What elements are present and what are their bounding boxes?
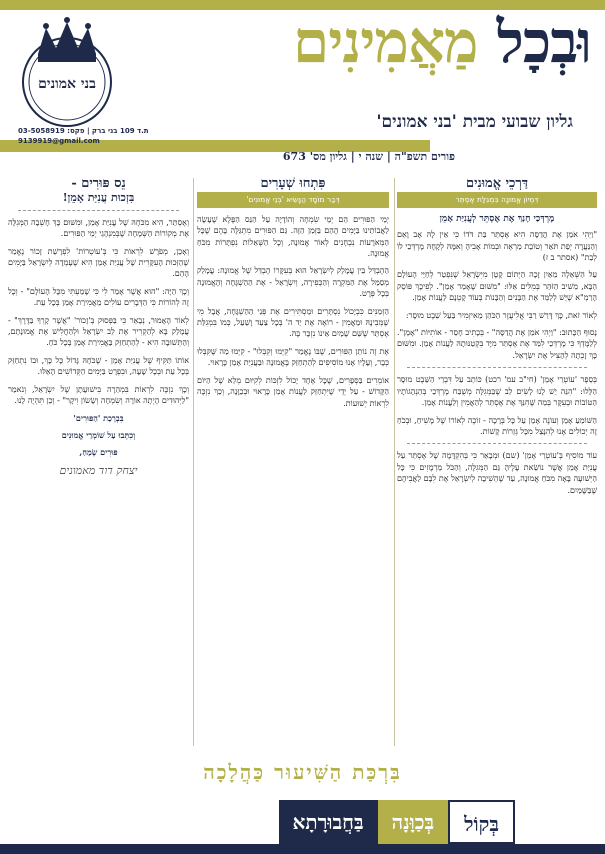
column-divider <box>193 178 194 746</box>
divider <box>407 367 587 368</box>
paragraph: נָסוּף הַכָּתוּב: "וַיְהִי אֹמֵן אֶת הֲדַסָּה" - בְּכָתִיב חָסֵר - אוֹתִיּוֹת "אָמֵן". לְלַמֶּדְךָ כִּי מָרְדְּכַי לִמֵּד אֶת אֶסְתֵּר מִיָּד בִּקְטַנּוּתָהּ לַעֲנוֹת אָמֵן. וּמִשּׁוּם כָּךְ זָכְתָה לְהַצִּיל אֶת יִשְׂרָאֵל. <box>397 328 597 360</box>
logo-text: בני אמונים <box>38 76 96 92</box>
paragraph: לְאוֹר זֹאת, כָּךְ דָּרַשׁ רַבִּי אֱלִיעֶזֶר הַכֹּהֵן מֵאִיזְמִיר בַּעַל שֵׁבֶט מוּסָר: <box>405 310 597 320</box>
paragraph: וְכָךְ נִזְכֶּה לִרְאוֹת בִּמְהֵרָה בִּישׁוּעָתָן שֶׁל יִשְׂרָאֵל, וְנֹאמַר "לַיְּהוּדִים הָיְתָה אוֹרָה וְשִׂמְחָה וְשָׂשׂוֹן וִיקָר" - וְכֵן תִּהְיֶה לָנוּ. <box>8 384 189 406</box>
paragraph: וְאָכֵן, מְפֹרָשׁ לִרְאוֹת כִּי בְּ'עוֹטְרוֹת' לִפְרָשַׁת זָכוֹר נֶאֱמַר שֶׁהַזְּכוּת הָעִקָּרִית שֶׁל עֲנִיַּת אָמֵן הִיא שֶׁעָמְדָה לְיִשְׂרָאֵל בַּיָּמִים הָהֵם. <box>8 246 189 279</box>
divider <box>18 210 179 211</box>
column-divider <box>394 178 395 746</box>
crown-logo <box>8 14 126 132</box>
right-column-banner: דִּמְיוֹן אֱמוּנָה בִּמְגִלַּת אֶסְתֵּר <box>397 192 597 207</box>
tab-bechavruta: בַּחֲבוּרָתָא <box>279 800 378 844</box>
paragraph: הַהֶבְדֵּל בֵּין עֲמָלֵק לְיִשְׂרָאֵל הוּא בְּעִקָּרוֹ הֶבְדֵּל שֶׁל אֱמוּנָה: עֲמָלֵק מְסַמֵּל אֶת הַמִּקְרֶה וְהַכְּפִירָה, וְיִשְׂרָאֵל - אֶת הַהַשְׁגָּחָה וְהָאֱמוּנָה בְּכָל פְּרָט. <box>197 266 389 299</box>
paragraph: אוֹתוֹ תַּקִּיף שֶׁל עֲנִיַּת אָמֵן - שֶׁכֹּחָהּ גָּדוֹל כָּל כָּךְ, וּבוֹ נִתְחַזֵּק בְּכָל עֵת וּבְכָל שָׁעָה, וּבִפְרָט בַּיָּמִים הַקְּדוֹשִׁים הָאֵלּוּ. <box>8 355 189 377</box>
paragraph: אוֹמְרִים בַּסְּפָרִים, שֶׁכָּל אֶחָד יָכוֹל לִזְכּוֹת לְקִיּוּם מְלֵא שֶׁל הַיּוֹם הַקָּדוֹשׁ - עַל יְדֵי שֶׁיִּתְחַזֵּק לַעֲנוֹת אָמֵן כָּרָאוּי וּבְכַוָּנָה, וְכַךְ נִזְכֶּה לִרְאוֹת יְשׁוּעוֹת. <box>197 375 389 408</box>
signature: יצחק דוד מאמונים <box>59 463 138 477</box>
tab-bekavana: בְּכַוָּנָה <box>378 800 449 844</box>
right-column-title: דַּרְכֵי אֱמוּנִים <box>465 176 529 191</box>
paragraph: עוֹד מוֹסִיף בְּ'עוֹטְרֵי אָמֵן' (שם) וּמְבָאֵר כִּי בְּהִקְדָּמָה שֶׁל אֶסְתֵּר עַל עֲנִיַּת אָמֵן אֲשֶׁר נוֹשֵׂאת עָלֶיהָ גַּם הַמְּגִלָּה, וְהַכֹּל מֵרְמָזִים כִּי כָּל הַיְּשׁוּעָה בָּאָה מִכֹּחַ אֱמוּנָה, עַד שֶׁהֵשִׁיבָה לְיִשְׂרָאֵל אֶת לִבָּם לַאֲבִיהֶם שֶׁבַּשָּׁמַיִם. <box>397 451 597 495</box>
column-left <box>8 178 189 746</box>
title-main-word: וּבְכָל <box>496 8 591 76</box>
column-right <box>397 178 597 746</box>
tab-bekol: בְּקוֹל <box>448 800 515 844</box>
contact-line: ת.ד 109 בני ברק | פקס: 03-5058919 <box>18 127 149 135</box>
paragraph: וְאֶסְתֵּר, הִיא מִכֹּחָהּ שֶׁל עֲנִיַּת אָמֵן, וּמִשּׁוּם כָּךְ חָשְׁבָה הַמְּגִלָּה אֶת מְקוֹרוֹת הַשְּׁמָחָה שֶׁבְּמִנְהָגֵי יְמֵי הַפּוּרִים. <box>8 217 189 239</box>
paragraph: הַזְּמַנִּים כִּבְיָכוֹל נִסְתָּרִים וּמַסְתִּירִים אֶת פְּנֵי הַהַשְׁגָּחָה, אֲבָל מִי שֶׁמְּבִינָהּ וּמַאֲמִין - רוֹאֶה אֶת יַד ה' בְּכָל צַעַד וָשַׁעַל, כְּמוֹ בִּמְגִלַּת אֶסְתֵּר שֶׁשֵּׁם שָׁמַיִם אֵינוֹ נִזְכָּר בָּהּ. <box>197 306 389 339</box>
paragraph: יְמֵי הַפּוּרִים הֵם יְמֵי שִׂמְחָה וְהוֹדָיָה עַל הַנֵּס הַפֶּלֶא שֶׁעָשָׂה לַאֲבוֹתֵינוּ בַּיָּמִים הָהֵם בַּזְּמַן הַזֶּה. גַּם הַפּוּרִים מִתְגַּלֶּה בָּהֶם שֶׁכָּל הַמְּאֹרָעוֹת נִבְחָנִים לְאוֹר אֱמוּנָה, וְכָל הַשְּׁאֵלוֹת נִפְתָּרוֹת מִכֹּחַ אֱמוּנָה. <box>197 214 389 259</box>
newsletter-title <box>293 8 591 76</box>
paragraph: עַל הַשְּׁאֵלָה מֵאַיִן זָכָה הַיְּתוֹם קָטָן מִיִּשְׂרָאֵל שֶׁנִּפְטַר לְחַיֵּי הָעוֹלָם הַבָּא, מֵשִׁיב הַזֹּהַר בְּמִלִּים אֵלּוּ: "מִשּׁוּם שֶׁאָמַר אָמֵן". לְפִיכָךְ פּוֹסֵק הָרַמְ"א שֶׁיֵּשׁ לְלַמֵּד אֶת הַבָּנִים וְהַבָּנוֹת בְּעוֹד קָטְנָם לַעֲנוֹת אָמֵן. <box>397 270 597 303</box>
paragraph: לְאוֹר הָאָמוּר, נְבָאֵר כִּי בַּפְּסוּק בְּ'זָכוֹר' "אֲשֶׁר קָרְךָ בַּדֶּרֶךְ" - עֲמָלֵק בָּא לְהַקְרִיר אֶת לֵב יִשְׂרָאֵל וּלְהַחֲלִישׁ אֶת אֱמוּנָתָם, וְהַתְּשׁוּבָה הִיא - לְהַתְחַזֵּק בַּאֲמִירַת אָמֵן בְּכָל כֹּחַ. <box>8 315 189 348</box>
middle-column-title: פִּתְחוּ שְׁעָרִים <box>260 176 326 191</box>
middle-column-banner: דְּבַר מוֹסָד הַנָּשִׂיא 'בְּנֵי אֱמוּנִים' <box>197 192 389 207</box>
column-middle <box>197 178 389 746</box>
title-accent-word: מַאֲמִינִים <box>293 8 478 76</box>
right-column-lead: מָרְדְּכַי חָנַךְ אֶת אֶסְתֵּר לְעֲנִיַּת אָמֵן <box>439 213 555 224</box>
paragraph: אֶת זֶה נוֹתֵן הַפּוּרִים, שֶׁבּוֹ נֶאֱמַר "קִיְּמוּ וְקִבְּלוּ" - קִיְּמוּ מַה שֶּׁקִּבְּלוּ כְּבָר, וְעָלָיו אָנוּ מוֹסִיפִים לְהַתְחַזֵּק בֶּאֱמוּנָה וּבַעֲנִיַּת אָמֵן כָּרָאוּי. <box>197 346 389 368</box>
masthead <box>0 0 605 170</box>
left-column-subtitle: בִּזְכוּת עֲנִיַּת אָמֵן! <box>62 191 135 205</box>
footer <box>0 750 605 854</box>
sign-line: פּוּרִים שָׂמֵחַ, <box>79 447 118 458</box>
paragraph: וְכָךְ הַיָּה: "הוּא אֲשֶׁר אָמַר לִי כִּי שָׁמַעְתִּי מִכָּל הָעוֹלָם" - וְכָל זֶה לְהוֹרוֹת כִּי הַדְּבָרִים עוֹלִים מֵאֲמִירַת אָמֵן בְּכָל עֵת. <box>8 286 189 308</box>
paragraph: בְּסֵפֶר 'עוֹטְרֵי אָמֵן' (חי"ב עמ' רכט) כּוֹתֵב עַל דִּבְרֵי הַשֵּׁבֶט מוּסָר הַלָּלוּ: "הִנֵּה יֵשׁ לָנוּ לָשִׂים לֵב שֶׁבַּמְּגִלָּה מְשֻׁבַּח מָרְדְּכַי בְּהַנְהָגוֹתָיו הַטּוֹבוֹת וּבְעִקָּר בְּמַה שֶּׁחִנֵּךְ אֶת אֶסְתֵּר לְהַאֲמִין וְלַעֲנוֹת אָמֵן. <box>397 375 597 408</box>
issue-line: פורים תשפ"ה | שנה י | גליון מס' 673 <box>282 150 455 163</box>
footer-blessing: בִּרְכַּת הַשִּׁיעוּר כַּהֲלָכָה <box>203 760 402 784</box>
sign-line: וְכִתְּבוּ עַל שׁוֹמְרֵי אֱמוּנִים <box>61 429 136 440</box>
contact-email: 9139919@gmail.com <box>18 137 100 145</box>
crown-logo-icon <box>8 14 126 132</box>
footer-tabs <box>279 800 515 844</box>
divider <box>407 443 587 444</box>
sign-line: בִּבְרָכַת 'הַפּוּרִים' <box>73 412 124 423</box>
paragraph: "וַיְהִי אֹמֵן אֶת הֲדַסָּה הִיא אֶסְתֵּר בַּת דֹּדוֹ כִּי אֵין לָהּ אָב וָאֵם וְהַנַּעֲרָה יְפַת תֹּאַר וְטוֹבַת מַרְאֶה וּבְמוֹת אָבִיהָ וְאִמָּהּ לְקָחָהּ מָרְדְּכַי לוֹ לְבַת" (אסתר ב ז) <box>397 230 597 263</box>
footer-bar <box>0 844 605 854</box>
newsletter-subtitle: גליון שבועי מבית 'בני אמונים' <box>376 112 573 132</box>
paragraph: הַשּׁוֹמֵעַ אָמֵן וְעוֹנֶה אָמֵן עַל כָּל בְּרָכָה - זוֹכֶה לְאוֹרוֹ שֶׁל מָשִׁיחַ, וּבְכֹחַ זֶה יְכוֹלִים אָנוּ לְהִנָּצֵל מִכָּל גְּזֵרוֹת קָשׁוֹת. <box>397 415 597 436</box>
left-column-title: נֵס פּוּרִים - <box>71 176 126 191</box>
contact-info <box>18 126 149 146</box>
